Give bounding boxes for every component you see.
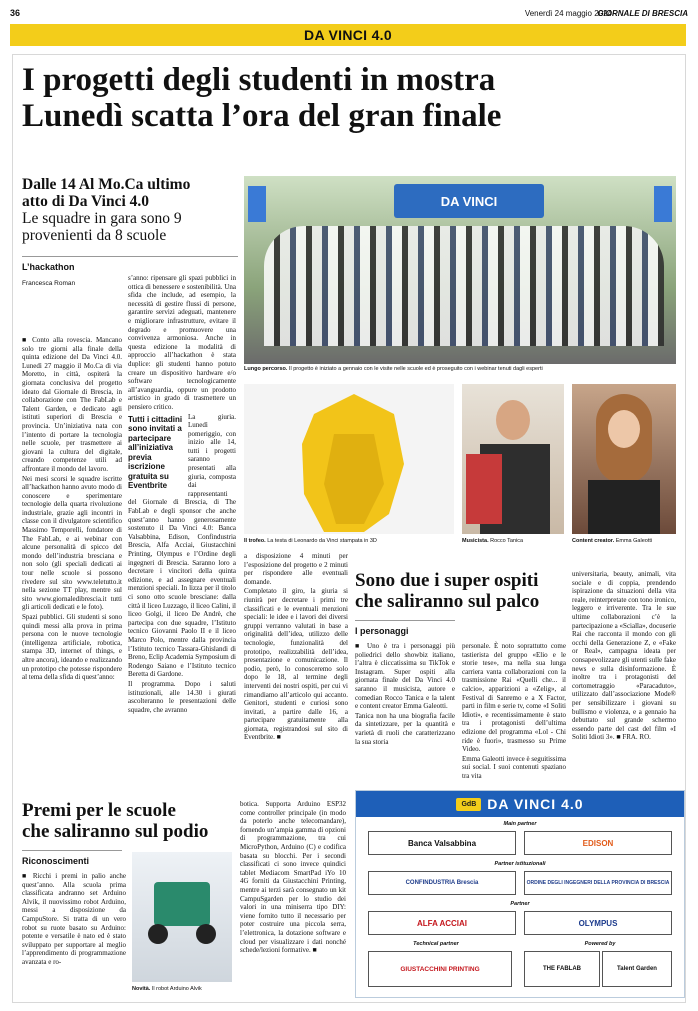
- photo-banner-text: DA VINCI: [440, 193, 498, 209]
- article-kicker: L’hackathon: [22, 262, 75, 272]
- paragraph: ■ Conto alla rovescia. Mancano solo tre giorni alla finale della quinta edizione del Da Vinci 4.0. Lunedì 27 maggio il Mo.Ca di via Moretto, in città, ospiterà la giornata conclusiva del progetto ideato dal Giornale di Brescia, in collaborazione con The FabLab e Talent Garden, e dedicato agli istituti superiori di Brescia e provincia. Un’iniziativa nata con l’intento di portare la tecnologia nelle scuole, per trasmettere ai giovani la cultura del digitale, creando competenze utili ad affrontare il mondo del lavoro.: [22, 336, 122, 473]
- robot-caption: [132, 986, 232, 993]
- powered-by-row: [520, 941, 680, 991]
- keyboard-instrument: [466, 454, 502, 524]
- partner-logo-fablab: THE FABLAB: [524, 951, 600, 987]
- subhead-line-3: Le squadre in gara sono 9: [22, 210, 182, 227]
- issue-date: Venerdì 24 maggio 2024: [524, 9, 612, 18]
- caption-text: Il robot Arduino Alvik: [151, 986, 202, 992]
- page-number: 36: [10, 8, 21, 18]
- prizes-column-1: [22, 872, 126, 1002]
- main-article-column-3: [244, 552, 348, 742]
- partner-logo-valsabbina: Banca Valsabbina: [368, 831, 516, 855]
- partner-row: [356, 901, 684, 937]
- caption-text: Il progetto è iniziato a gennaio con le visite nelle scuole ed è proseguito con i webinar tenuti dagli esperti: [288, 366, 543, 372]
- section-title: DA VINCI 4.0: [304, 27, 392, 43]
- paragraph: La giuria. Lunedì pomeriggio, con inizio alle 14, tutti i progetti saranno presentati alla giuria, composta dai rappresentanti del Giornale di Brescia, di The FabLab e degli sponsor che anche quest’anno hanno generosamente sostenuto il Da Vinci 4.0: Banca Valsabbina, Edison, Confindustria Brescia, Alfa Acciai, Giustacchini Printing, Olympus e l’Ordine degli ingegneri di Brescia. Saranno loro a decretare i vincitori della quinta edizione, e ad assegnare eventuali menzioni speciali. In lizza per il titolo ci sono otto scuole bresciane: dalla città il liceo Luzzago, il liceo Calini, il liceo Golgi, il liceo De Andrè, che partecipa con due squadre, l’Istituto tecnico Giovanni Paolo II e il liceo Marco Polo, mentre dalla provincia l’Istituto tecnico Tassara-Ghislandi di Breno, Eclip Academia Symposium di Rodengo Saiano e l’Istituto tecnico Beretta di Gardone.: [128, 412, 236, 679]
- caption-label: Novità.: [132, 986, 151, 992]
- pull-quote: Tutti i cittadini sono invitati a partecipare all’iniziativa previa iscrizione gratuita su Eventbrite: [128, 414, 183, 490]
- main-article-column-2: [128, 274, 236, 714]
- subhead-line-4: provenienti da 8 scuole: [22, 227, 167, 244]
- page-header: [10, 8, 688, 22]
- partners-box: [355, 790, 685, 998]
- paragraph: botica. Supporta Arduino ESP32 come controller principale (in modo da poterlo anche telecomandare), fornendo un’ampia gamma di opzioni di programmazione, tra cui MicroPython, Arduino (C) e codifica basata su blocchi. Per i secondi classificati ci sono invece quindici tablet Mediacom SmartPad iYo 10 4G forniti da Giustacchini Printing, mentre ai terzi sarà consegnato un kit CampuSgarden per lo studio dei valori in una miniserra tipo DIY: viene fornito tutto il necessario per poter costruire una piccola serra, l’elettronica, la dotazione software e cloud per visualizzare i dati nonché schede/lezioni formative. ■: [240, 800, 346, 955]
- creator-photo: [572, 384, 676, 534]
- paragraph: ■ Uno è tra i personaggi più poliedrici dello showbiz italiano, l’altra è cliccatissima su TikTok e Instagram. Super ospiti alla giornata finale del Da Vinci 4.0 saranno il musicista, autore e comedian Rocco Tanica e la talent e content creator Emma Galeotti.: [355, 642, 455, 711]
- group-photo-caption: [244, 366, 676, 373]
- paragraph: Completato il giro, la giuria si riunirà per decretare i primi tre classificati e le eventuali menzioni speciali: le idee e i lavori dei diversi gruppi verranno valutati in base a originalità dell’idea, utilizzo delle tecnologie, funzionalità del prototipo, realizzabilità dell’idea, presentazione e comunicazione. Il podio, però, lo conosceremo solo dopo le 18, al termine degli interventi dei nostri ospiti, per cui vi rimandiamo all’articolo qui accanto. Genitori, studenti e curiosi sono invitati, a partire dalle 16, a partecipare gratuitamente alla giornata, registrandosi sul sito di Eventbrite. ■: [244, 587, 348, 742]
- headline: [22, 62, 682, 134]
- musician-face: [496, 400, 530, 440]
- prizes-kicker: Riconoscimenti: [22, 856, 90, 866]
- guests-column-3: [572, 570, 676, 778]
- section-band: [10, 24, 686, 46]
- row-label: Partner: [510, 901, 530, 907]
- paragraph: s’anno: ripensare gli spazi pubblici in ottica di benessere e sostenibilità. Una sfida che include, ad esempio, la necessità di gestire flussi di persone, garantire servizi adeguati, mantenere e migliorare infrastrutture, evitare il degrado e promuovere una convivenza armoniosa. Anche in questa edizione la modalità di approccio all’hackathon è stata duplice: gli studenti hanno potuto creare un dispositivo hardware e/o software tecnologicamente all’avanguardia, oppure un prodotto artistico in grado di trasmettere un pensiero critico.: [128, 274, 236, 411]
- musician-photo: [462, 384, 564, 534]
- creator-face: [608, 410, 640, 448]
- flag-left: [248, 186, 266, 222]
- group-photo: [244, 176, 676, 364]
- caption-label: Content creator.: [572, 538, 615, 544]
- partner-logo-talent-garden: Talent Garden: [602, 951, 672, 987]
- paragraph: Tanica non ha una biografia facile da sintetizzare, per la quantità e varietà di ruoli che caratterizzano la sua storia: [355, 711, 455, 746]
- guests-column-2: [462, 642, 566, 778]
- musician-caption: [462, 538, 564, 545]
- paragraph: Spazi pubblici. Gli studenti si sono quindi messi alla prova in prima persona con le nuove tecnologie (intelligenza artificiale, robotica, stampa 3D, internet of things, e altre ancora), ideando e realizzando un prototipo che potesse rispondere al tema della sfida di quest’anno:: [22, 613, 122, 682]
- robot-board: [154, 882, 210, 926]
- partner-logo-edison: EDISON: [524, 831, 672, 855]
- paragraph: Emma Galeotti invece è seguitissima sui social. I suoi contenuti spaziano tra vita: [462, 754, 566, 780]
- partner-logo-giustacchini: GIUSTACCHINI PRINTING: [368, 951, 512, 987]
- creator-body: [588, 480, 660, 534]
- paragraph: a disposizione 4 minuti per l’esposizione del progetto e 2 minuti per rispondere alle eventuali domande.: [244, 552, 348, 586]
- main-partner-row: [356, 821, 684, 857]
- headline-line-2: Lunedì scatta l’ora del gran finale: [22, 98, 502, 134]
- paragraph: ■ Ricchi i premi in palio anche quest’anno. Alla scuola prima classificata andranno set Arduino Alvik, il nuovissimo robot Arduino, messi a disposizione da CampuStore. Si tratta di un vero robot su ruote basato su Arduino: potente e versatile è nato ed è stato sviluppato per supportare al meglio l’apprendimento di programmazione avanzata e ro-: [22, 872, 126, 966]
- robot-wheel: [196, 924, 216, 944]
- row-label: Technical partner: [413, 941, 459, 947]
- robot-wheel: [148, 924, 168, 944]
- technical-partner-row: [356, 941, 516, 991]
- divider: [22, 256, 238, 257]
- caption-text: Rocco Tanica: [490, 538, 524, 544]
- caption-text: Emma Galeotti: [615, 538, 653, 544]
- paragraph: Nei mesi scorsi le squadre iscritte all’hackathon hanno avuto modo di conoscere e sperimentare tecnologie della quarta rivoluzione industriale, grazie agli incontri in classe con il divulgatore scientifico Massimo Temporelli, fondatore di The FabLab, e ai webinar con alcune personalità di spicco del mondo dell’industria bresciana e non solo (gli speciali dedicati ai tour nelle scuole si possono rivedere sul sito www.teletutto.it nella sezione TT play, mentre sul sito www.giornaledibrescia.it tutti gli articoli dedicati e le foto).: [22, 474, 122, 612]
- guests-title-line-2: che saliranno sul palco: [355, 591, 540, 612]
- paragraph: universitaria, beauty, animali, vita sociale e di coppia, prendendo ispirazione da situazioni della vita reale, reinterpretate con tono ironico, leggero e irriverente. Tra le sue ultime collaborazioni c’è la partecipazione a «Scialla», docuserie Rai che racconta il mondo con gli occhi della Generazione Z, e «Fake or Real», campagna ideata per consapevolizzare gli utenti sulle fake news e sulla disinformazione. È inoltre tra i protagonisti del cortometraggio «Paracaduto», utilizzato dall’associazione Mode® per sensibilizzare i giovani su bullismo e violenza, e a gennaio ha debuttato sul grande schermo essendo parte del cast del film «I Soliti Idioti 3». ■ FRA. RO.: [572, 570, 676, 742]
- subhead-line-1: Dalle 14 Al Mo.Ca ultimo: [22, 176, 191, 193]
- headline-line-1: I progetti degli studenti in mostra: [22, 62, 496, 98]
- prizes-title-line-1: Premi per le scuole: [22, 800, 176, 821]
- guests-kicker: I personaggi: [355, 626, 409, 636]
- article-author: Francesca Roman: [22, 280, 76, 287]
- guests-title-line-1: Sono due i super ospiti: [355, 570, 539, 591]
- paragraph: personale. È noto soprattutto come tastierista del gruppo «Elio e le storie tese», ma nella sua lunga carriera vanta collaborazioni con la trasmissione Rai «Quelli che... il calcio», apparizioni a «Zelig», al Festival di Sanremo e a X Factor, parti in film e serie tv, come «I Soliti Idioti», e recentissimamente è stato tra i protagonisti dell’ultima edizione del programma «Lol - Chi ride è fuori», trasmesso su Prime Video.: [462, 642, 566, 754]
- partners-header: [356, 791, 684, 817]
- prizes-title-line-2: che saliranno sul podio: [22, 821, 209, 842]
- caption-label: Lungo percorso.: [244, 366, 288, 372]
- row-label: Powered by: [584, 941, 616, 947]
- partner-logo-olympus: OLYMPUS: [524, 911, 672, 935]
- caption-label: Il trofeo.: [244, 538, 266, 544]
- partners-title: DA VINCI 4.0: [487, 796, 584, 812]
- gdb-logo: GdB: [456, 798, 481, 811]
- students-crowd: [264, 226, 664, 346]
- creator-caption: [572, 538, 676, 545]
- guests-column-1: [355, 642, 455, 778]
- caption-text: La testa di Leonardo da Vinci stampata in 3D: [267, 538, 377, 544]
- paragraph: Il programma. Dopo i saluti istituzionali, alle 14.30 i giurati ascolteranno le presentazioni delle squadre, che avranno: [128, 679, 236, 714]
- partner-logo-confindustria: CONFINDUSTRIA Brescia: [368, 871, 516, 895]
- row-label: Partner istituzionali: [494, 861, 546, 867]
- caption-label: Musicista.: [462, 538, 489, 544]
- row-label: Main partner: [503, 821, 537, 827]
- leonardo-head-icon: [244, 384, 454, 534]
- subhead-line-2: atto di Da Vinci 4.0: [22, 193, 150, 210]
- flag-right: [654, 186, 672, 222]
- prizes-column-2: [240, 800, 346, 1000]
- trophy-caption: [244, 538, 454, 545]
- partner-logo-alfa-acciai: ALFA ACCIAI: [368, 911, 516, 935]
- divider: [355, 620, 455, 621]
- trophy-photo: [244, 384, 454, 534]
- newspaper-name: GIORNALE DI BRESCIA: [597, 9, 688, 18]
- subheadline: [22, 176, 238, 244]
- divider: [22, 850, 122, 851]
- partner-logo-ordine-ingegneri: ORDINE DEGLI INGEGNERI DELLA PROVINCIA DI BRESCIA: [524, 871, 672, 895]
- photo-banner: [394, 184, 544, 218]
- main-article-column-1: [22, 336, 122, 714]
- institutional-partner-row: [356, 861, 684, 897]
- robot-photo: [132, 852, 232, 982]
